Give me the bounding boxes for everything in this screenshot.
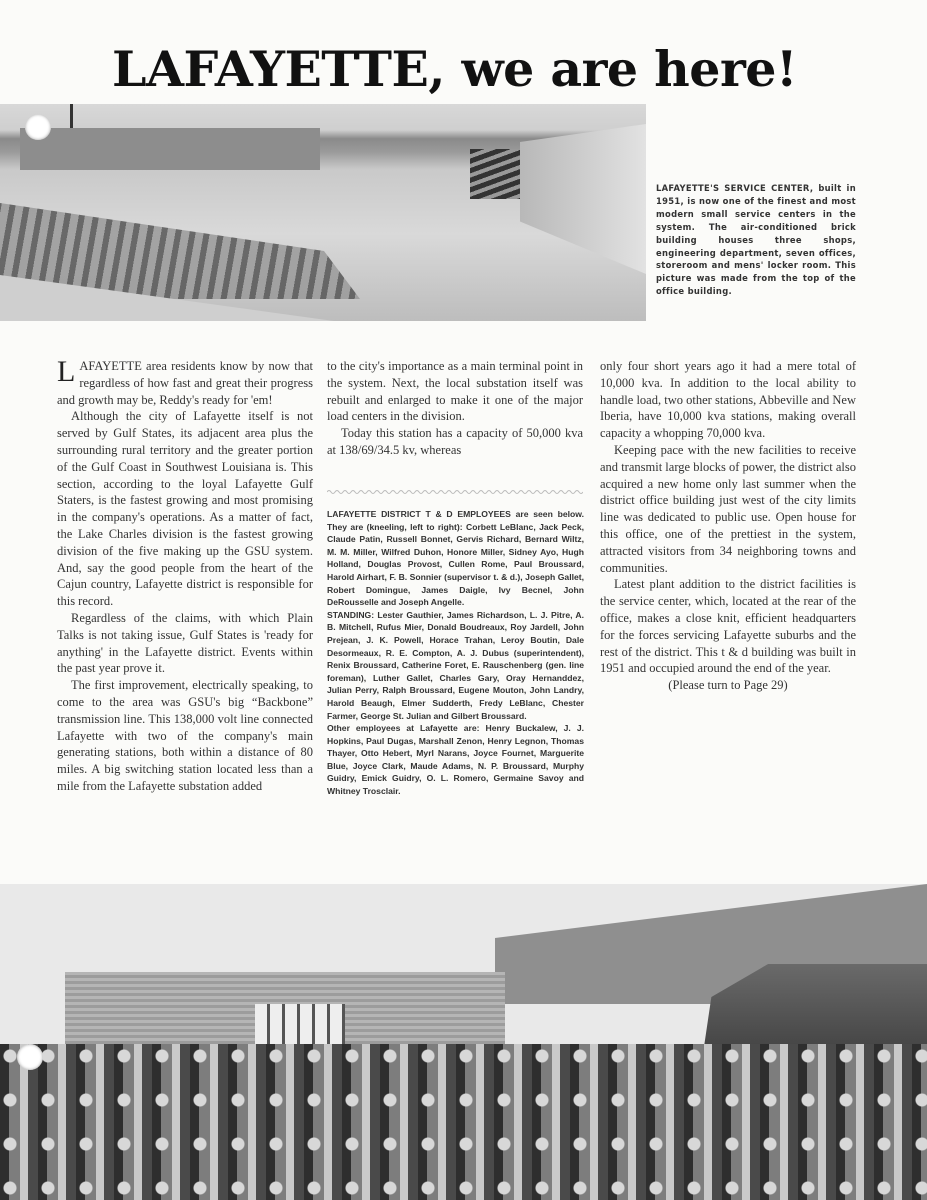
article-paragraph: Regardless of the claims, with which Plain Talks is not taking issue, Gulf States is 'ready for anything' in the Lafayette district. Events within the past year prove it. (57, 610, 313, 676)
article-column-3 (600, 358, 856, 694)
article-paragraph: Keeping pace with the new facilities to receive and transmit large blocks of power, the district also acquired a new home only last summer when the district office building just west of the city limits line was dedicated to public use. Open house for this office, one of the prettiest in the system, attracted visitors from 34 neighboring towns and communities. (600, 442, 856, 575)
article-paragraph: LAFAYETTE area residents know by now that regardless of how fast and great their progress and growth may be, Reddy's ready for 'em! (57, 355, 313, 407)
article-paragraph: Today this station has a capacity of 50,000 kva at 138/69/34.5 kv, whereas (327, 426, 583, 457)
continued-note: (Please turn to Page 29) (668, 678, 788, 693)
employees-kneeling: LAFAYETTE DISTRICT T & D EMPLOYEES are seen below. They are (kneeling, left to right): Corbett LeBlanc, Jack Peck, Claude Patin, Russell Bonnet, Gervis Richard, Bernard Wiltz, M. M. Miller, Wilfred Duhon, Honore Miller, Sidney Ayo, Hugh Holland, Douglas Provost, Cullen Rome, Paul Broussard, Harold Airhart, F. B. Sonnier (supervisor t. & d.), Joseph Gallet, Robert Domingue, James Daigle, Ivy Becnel, John DeRousselle and Joseph Angelle. (327, 509, 584, 608)
article-paragraph: Latest plant addition to the district facilities is the service center, which, located at the rear of the office, makes a close knit, efficient headquarters for the forces servicing Lafayette suburbs and the rest of the district. This t & d building was built in 1951 and occupied around the end of the year. (600, 577, 856, 676)
article-column-1 (57, 355, 313, 795)
punch-hole (25, 114, 51, 140)
employees-caption (327, 508, 584, 798)
punch-hole (17, 1044, 43, 1070)
employees-standing: STANDING: Lester Gauthier, James Richardson, L. J. Pitre, A. B. Mitchell, Rufus Mier, Donald Boudreaux, Roy Jardell, John Prejean, J. K. Powell, Horace Trahan, Leroy Boutin, Dale Desormeaux, R. E. Compton, A. J. Dubus (superintendent), Renix Broussard, Catherine Foret, E. Rauschenberg (gen. line foreman), Luther Gallet, Charles Gary, Oray Hernanddez, Julian Perry, Ralph Broussard, Eugene Mouton, John Landry, Harold Beaugh, Elmer Sudderth, Fredy LeBlanc, Chester Farmer, George St. Julian and Gilbert Broussard. (327, 609, 584, 721)
article-paragraph: Although the city of Lafayette itself is not served by Gulf States, its adjacent area plus the surrounding rural territory and the greater portion of the Gulf Coast in Southwest Louisiana is. This section, according to the loyal Lafayette Gulf Staters, is the fastest growing and most promising in the company's operations. As a matter of fact, the Lake Charles division is the fastest growing division of the five making up the GSU system. And, say the good people from the heart of the Cajun country, Lafayette district is responsible for this record. (57, 409, 313, 609)
employees-others: Other employees at Lafayette are: Henry Buckalew, J. J. Hopkins, Paul Dugas, Marshall Zenon, Henry Legnon, Thomas Thayer, Otto Hebert, Myrl Narans, Joyce Fournet, Marguerite Blue, Joyce Clark, Maude Adams, N. P. Broussard, Murphy Guidry, Emick Guidry, O. L. Romero, Germaine Savoy and Whitney Trosclair. (327, 723, 584, 797)
page-title: LAFAYETTE, we are here! (112, 40, 797, 98)
service-center-caption: LAFAYETTE'S SERVICE CENTER, built in 1951, is now one of the finest and most modern small service centers in the system. The air-conditioned brick building houses three shops, engineering department, seven offices, storeroom and mens' locker room. This picture was made from the top of the office building. (656, 183, 856, 297)
service-center-photo (0, 104, 646, 321)
article-paragraph: to the city's importance as a main terminal point in the system. Next, the local substation itself was rebuilt and enlarged to make it one of the major load centers in the division. (327, 359, 583, 424)
employees-group-photo (0, 884, 927, 1200)
article-paragraph: only four short years ago it had a mere total of 10,000 kva. In addition to the local ability to handle load, two other stations, Abbeville and New Iberia, have 10,000 kva stations, making overall capacity a whopping 70,000 kva. (600, 359, 856, 441)
article-column-2 (327, 358, 583, 459)
wavy-divider (327, 488, 583, 496)
article-paragraph: The first improvement, electrically speaking, to come to the area was GSU's big “Backbone” transmission line. This 138,000 volt line connected Lafayette with two of the company's main generating stations, both within a distance of 80 miles. A big switching station located less than a mile from the Lafayette substation added (57, 678, 313, 793)
drop-cap: L (57, 355, 76, 388)
